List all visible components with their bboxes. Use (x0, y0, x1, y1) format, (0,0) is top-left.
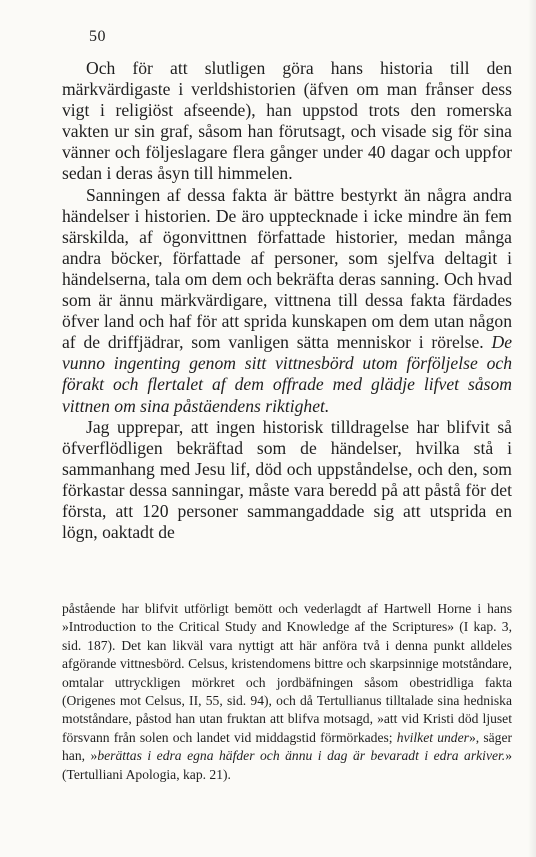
paragraph-1 (62, 58, 512, 185)
footnote-separator (62, 594, 512, 595)
body-text (62, 58, 512, 543)
page-number: 50 (89, 28, 106, 45)
paragraph-1-text: Och för att slutligen göra hans historia till den märkvärdigaste i verldshistorien (äfven om man frånser dess vigt i religiöst afseende), han uppstod trots den romerska vakten ur sin graf, såsom han förutsagt, och visade sig för sina vänner och följeslagare flera gånger under 40 dagar och uppfor sedan i deras åsyn till himmelen. (62, 58, 512, 184)
page-edge-shadow (528, 0, 536, 857)
footnote (62, 600, 512, 784)
footnote-text-before: påstående har blifvit utförligt bemött och vederlagdt af Hartwell Horne i hans »Introduction to the Critical Study and Knowledge af the Scriptures» (I kap. 3, sid. 187). Det kan likväl vara nyttigt att här anföra två i denna punkt alldeles afgörande vittnesbörd. Celsus, kristendomens bittre och skarpsinnige motståndare, omtalar uttryckligen mörkret och jordbäfningen såsom obestridliga fakta (Origenes mot Celsus, II, 55, sid. 94), och då Tertullianus tilltalade sina hedniska motståndare, påstod han utan fruktan att blifva motsagd, »att vid Kristi död ljuset försvann från solen och landet vid middagstid förmörkades; (62, 601, 512, 745)
footnote-text-after: » (Tertulliani Apologia, kap. 21). (62, 748, 512, 782)
paragraph-2-text: Sanningen af dessa fakta är bättre bestyrkt än några andra händelser i historien. De äro upptecknade i icke mindre än fem särskilda, af ögonvittnen författade historier, medan många andra böcker, författade af personer, som sjelfva deltagit i händelserna, tala om dem och bekräfta deras sanning. Och hvad som är ännu märkvärdigare, vittnena till dessa fakta färdades öfver land och haf för att sprida kunskapen om dem utan någon af de driffjädrar, som vanligen sätta menniskor i rörelse. (62, 184, 512, 353)
footnote-paragraph (62, 600, 512, 784)
footnote-italic-2: berättas i edra egna häfder och ännu i dag är bevaradt i edra arkiver. (97, 748, 506, 764)
paragraph-2-italic: De vunno ingenting genom sitt vittnesbörd utom förföljelse och förakt och flertalet af dem offrade med glädje lifvet såsom vittnen om sina påstäendens riktighet. (62, 332, 512, 416)
footnote-italic-1: hvilket under (396, 729, 469, 745)
paragraph-2 (62, 185, 512, 417)
paragraph-3-text: Jag upprepar, att ingen historisk tilldragelse har blifvit så öfverflödligen bekräftad som de händelser, hvilka stå i sammanhang med Jesu lif, död och uppståndelse, och den, som förkastar dessa sanningar, måste vara beredd på att påstå för det första, att 120 personer sammangaddade sig att utsprida en lögn, oaktadt de (62, 416, 512, 543)
footnote-text-middle: », säger han, » (62, 729, 513, 764)
paragraph-3 (62, 417, 512, 544)
